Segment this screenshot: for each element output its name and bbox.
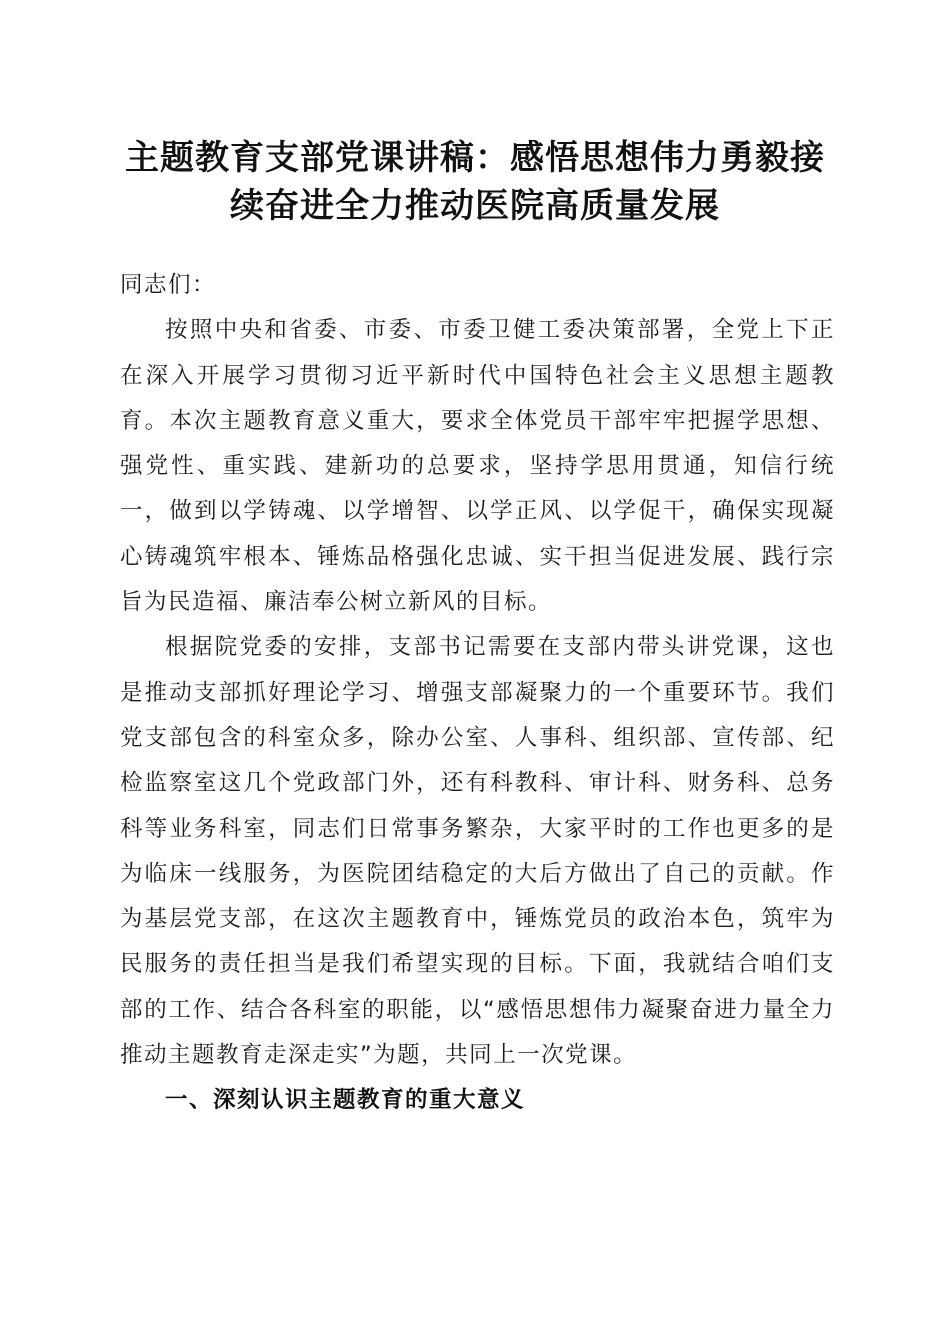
- document-title-line-1: 主题教育支部党课讲稿：感悟思想伟力勇毅接: [125, 138, 825, 178]
- greeting: 同志们：: [120, 272, 217, 298]
- document-body: [120, 263, 835, 1124]
- paragraph-2: 根据院党委的安排，支部书记需要在支部内带头讲党课，这也是推动支部抓好理论学习、增强支部凝聚力的一个重要环节。我们党支部包含的科室众多，除办公室、人事科、组织部、宣传部、纪检监察室这几个党政部门外，还有科教科、审计科、财务科、总务科等业务科室，同志们日常事务繁杂，大家平时的工作也更多的是为临床一线服务，为医院团结稳定的大后方做出了自己的贡献。作为基层党支部，在这次主题教育中，锤炼党员的政治本色，筑牢为民服务的责任担当是我们希望实现的目标。下面，我就结合咱们支部的工作、结合各科室的职能，以“感悟思想伟力凝聚奋进力量全力推动主题教育走深走实”为题，共同上一次党课。: [120, 634, 835, 1069]
- paragraph-1: 按照中央和省委、市委、市委卫健工委决策部署，全党上下正在深入开展学习贯彻习近平新时代中国特色社会主义思想主题教育。本次主题教育意义重大，要求全体党员干部牢牢把握学思想、强党性、重实践、建新功的总要求，坚持学思用贯通，知信行统一，做到以学铸魂、以学增智、以学正风、以学促干，确保实现凝心铸魂筑牢根本、锤炼品格强化忠诚、实干担当促进发展、践行宗旨为民造福、廉洁奉公树立新风的目标。: [120, 317, 835, 616]
- section-heading: 一、深刻认识主题教育的重大意义: [165, 1087, 526, 1114]
- document-title-line-2: 续奋进全力推动医院高质量发展: [230, 186, 720, 226]
